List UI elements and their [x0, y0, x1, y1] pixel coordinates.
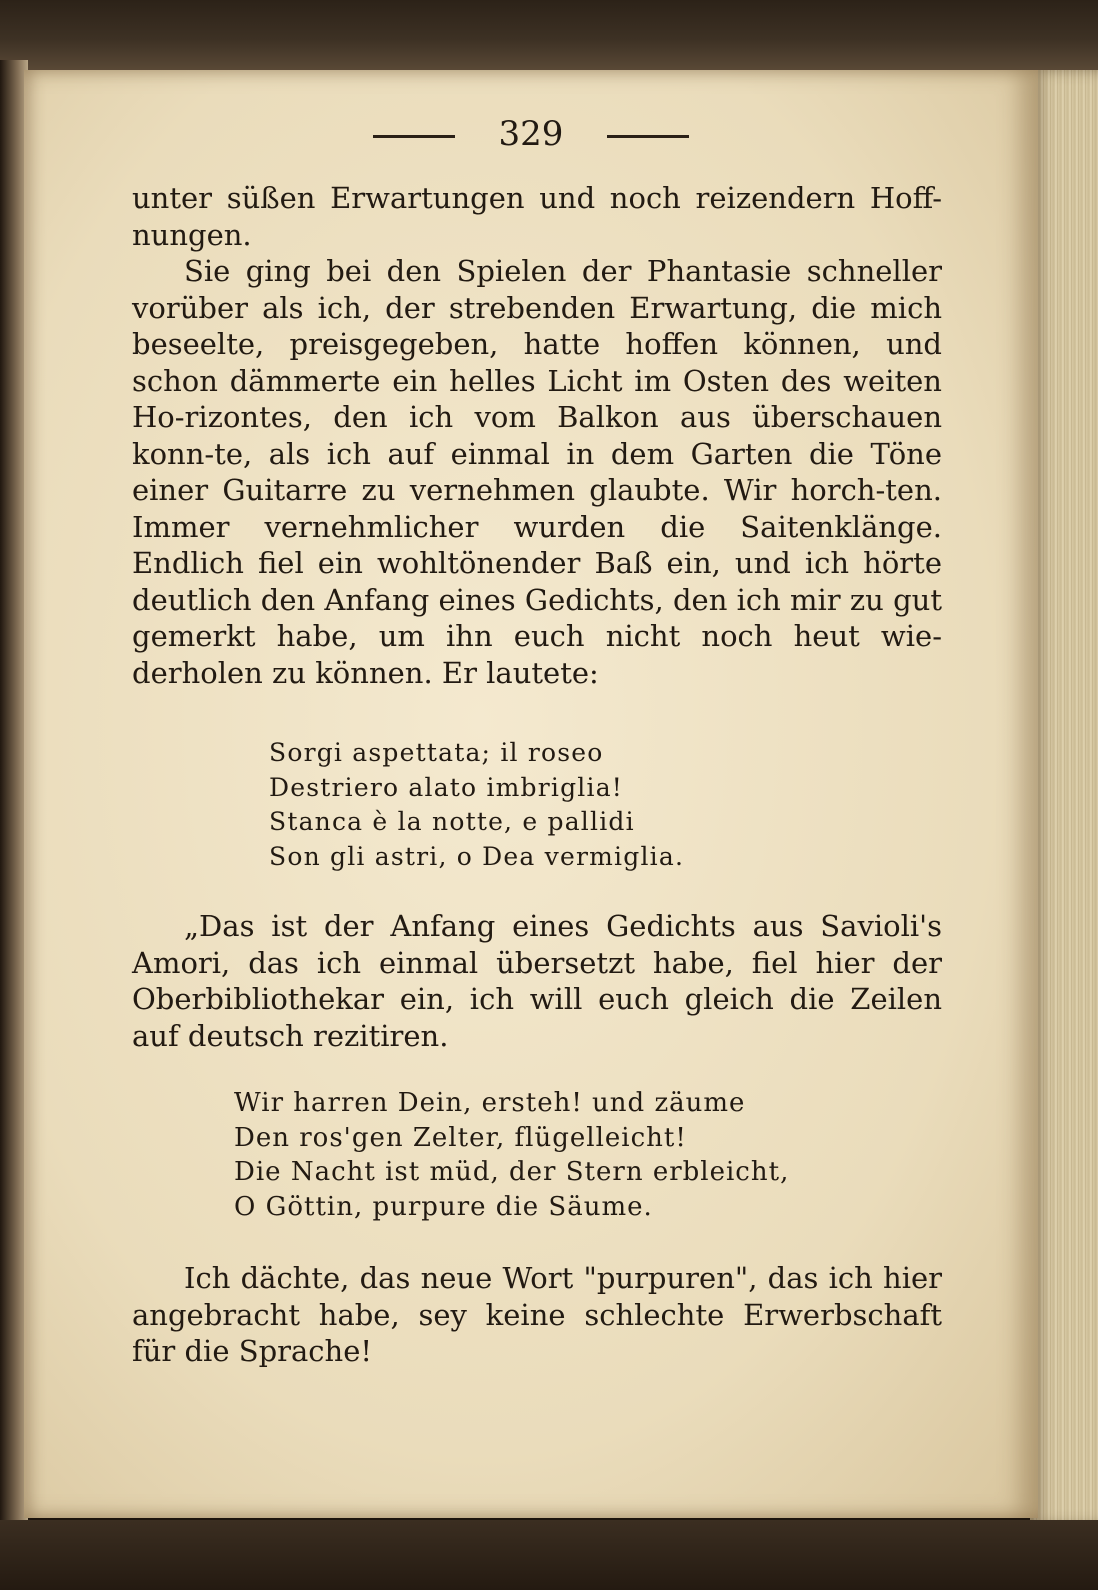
- page-stack-edge: [1030, 70, 1098, 1525]
- verse-italian: [269, 736, 684, 874]
- verse-line: Son gli astri, o Dea vermiglia.: [269, 841, 685, 871]
- verse-line: Destriero alato imbriglia!: [269, 772, 624, 802]
- paragraph-4: Ich dächte, das neue Wort "purpuren", das ich hier angebracht habe, sey keine schlechte Erwerbschaft für die Sprache!: [132, 1261, 942, 1368]
- book-page: [24, 70, 1038, 1518]
- paragraph-3: „Das ist der Anfang eines Gedichts aus Savioli's Amori, das ich einmal übersetzt habe, fiel hier der Oberbibliothekar ein, ich will euch gleich die Zeilen auf deutsch rezitiren.: [132, 909, 942, 1053]
- prose-block-3: [132, 1260, 942, 1370]
- header-rule-right: [607, 135, 689, 138]
- book-cover-bottom: [0, 1520, 1098, 1590]
- verse-line: Den ros'gen Zelter, flügelleicht!: [234, 1122, 687, 1153]
- prose-block-1: [132, 180, 942, 691]
- verse-line: Wir harren Dein, ersteh! und zäume: [234, 1088, 746, 1118]
- prose-block-2: [132, 908, 942, 1054]
- verse-line: Sorgi aspettata; il roseo: [269, 738, 604, 767]
- book-cover-top: [0, 0, 1098, 72]
- page-number: 329: [498, 114, 564, 154]
- page-header: [24, 112, 1038, 156]
- verse-line: O Göttin, purpure die Säume.: [234, 1191, 653, 1222]
- paragraph-1: unter süßen Erwartungen und noch reizendern Hoff-nungen.: [132, 181, 942, 252]
- verse-line: Die Nacht ist müd, der Stern erbleicht,: [234, 1157, 790, 1187]
- paragraph-2: Sie ging bei den Spielen der Phantasie schneller vorüber als ich, der strebenden Erwartung, die mich beseelte, preisgegeben, hatte hoffen können, und schon dämmerte ein helles Licht im Osten des weiten Ho-rizontes, den ich vom Balkon aus überschauen konn-te, als ich auf einmal in dem Garten die Töne einer Guitarre zu vernehmen glaubte. Wir horch-ten. Immer vernehmlicher wurden die Saitenklänge. Endlich fiel ein wohltönender Baß ein, und ich hörte deutlich den Anfang eines Gedichts, den ich mir zu gut gemerkt habe, um ihn euch nicht noch heut wie-derholen zu können. Er lautete:: [132, 254, 942, 690]
- verse-line: Stanca è la notte, e pallidi: [269, 807, 635, 836]
- verse-german: [234, 1086, 789, 1224]
- header-rule-left: [373, 135, 455, 138]
